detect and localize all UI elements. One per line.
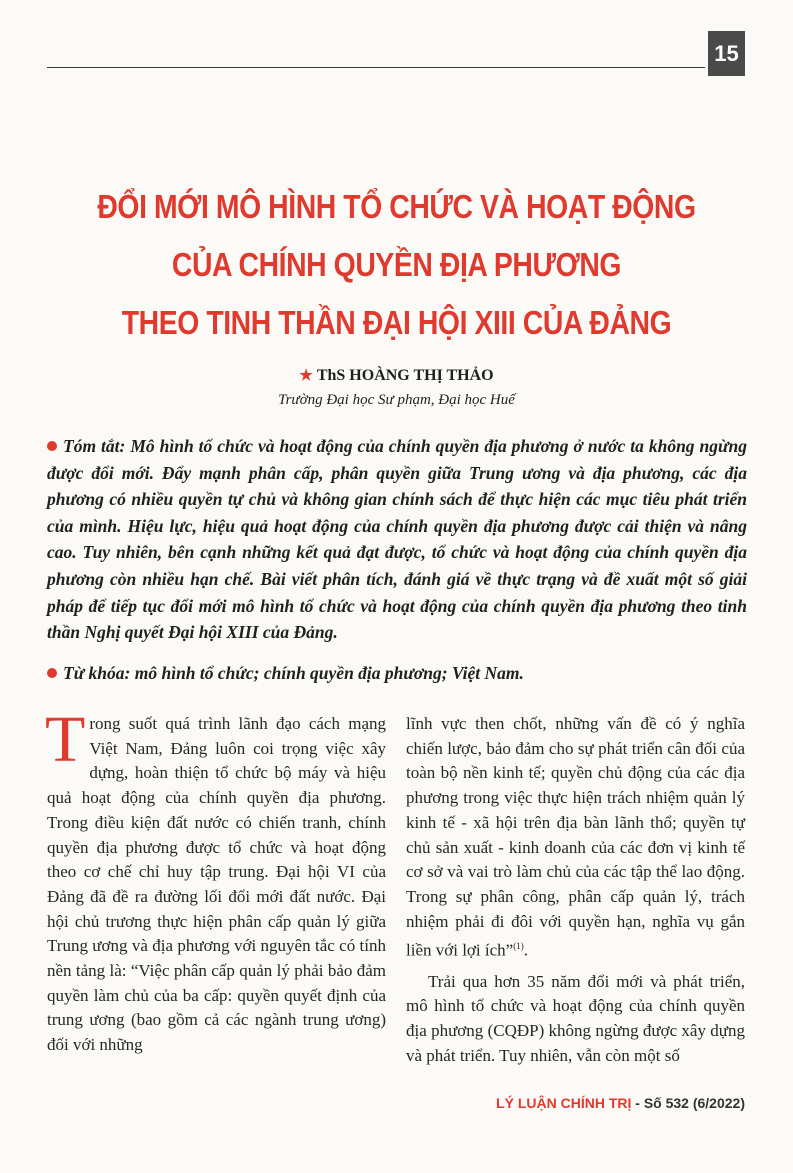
- abstract-text: Tóm tắt: Mô hình tổ chức và hoạt động của chính quyền địa phương ở nước ta không ngừng được đổi mới. Đẩy mạnh phân cấp, phân quyền giữa Trung ương và địa phương, các địa phương có nhiều quyền tự chủ và không gian chính sách để thực hiện các mục tiêu phát triển của mình. Hiệu lực, hiệu quả hoạt động của chính quyền địa phương được cải thiện và nâng cao. Tuy nhiên, bên cạnh những kết quả đạt được, tổ chức và hoạt động của chính quyền địa phương còn nhiều hạn chế. Bài viết phân tích, đánh giá về thực trạng và đề xuất một số giải pháp để tiếp tục đổi mới mô hình tổ chức và hoạt động của chính quyền địa phương theo tinh thần Nghị quyết Đại hội XIII của Đảng.: [47, 436, 747, 643]
- left-column-text: rong suốt quá trình lãnh đạo cách mạng Việt Nam, Đảng luôn coi trọng việc xây dựng, hoàn thiện tổ chức bộ máy và hiệu quả hoạt động của chính quyền địa phương. Trong điều kiện đất nước có chiến tranh, chính quyền địa phương được tổ chức và hoạt động theo cơ chế chỉ huy tập trung. Đại hội VI của Đảng đã đề ra đường lối đổi mới đất nước. Đại hội chủ trương thực hiện phân cấp quản lý giữa Trung ương và địa phương với nguyên tắc có tính nền tảng là: “Việc phân cấp quản lý phải bảo đảm quyền làm chủ của ba cấp: quyền quyết định của trung ương (bao gồm cả các ngành trung ương) đối với những: [47, 714, 386, 1055]
- journal-name: LÝ LUẬN CHÍNH TRỊ: [496, 1095, 632, 1111]
- keywords-text: Từ khóa: mô hình tổ chức; chính quyền địa phương; Việt Nam.: [63, 663, 524, 683]
- body-column-right: [406, 712, 745, 1069]
- right-column-text-1: lĩnh vực then chốt, những vấn đề có ý nghĩa chiến lược, bảo đảm cho sự phát triển cân đối của toàn bộ nền kinh tế; quyền chủ động của các địa phương trong việc thực hiện trách nhiệm quản lý kinh tế - xã hội trên địa bàn lãnh thổ; quyền tự chủ sản xuất - kinh doanh của các đơn vị kinh tế cơ sở và vai trò làm chủ của các tập thể lao động. Trong sự phân công, phân cấp quản lý, trách nhiệm phải đi đôi với quyền hạn, nghĩa vụ gắn liền với lợi ích”: [406, 714, 745, 960]
- body-paragraph: [406, 970, 745, 1069]
- body-paragraph: [45, 703, 386, 1058]
- footnote-ref[interactable]: (1): [513, 941, 524, 952]
- author-affiliation: Trường Đại học Sư phạm, Đại học Huế: [278, 392, 515, 408]
- article-title: [90, 178, 703, 352]
- bullet-icon: [47, 441, 57, 451]
- page-footer: [496, 1095, 745, 1111]
- bullet-icon: [47, 668, 57, 678]
- author-name: ThS HOÀNG THỊ THẢO: [316, 367, 494, 384]
- title-line-2: CỦA CHÍNH QUYỀN ĐỊA PHƯƠNG: [171, 246, 622, 283]
- header-rule: [47, 67, 705, 68]
- keywords: [47, 660, 747, 686]
- title-line-3: THEO TINH THẦN ĐẠI HỘI XIII CỦA ĐẢNG: [121, 304, 672, 341]
- sentence-end: .: [523, 940, 528, 960]
- star-icon: ★: [299, 368, 313, 384]
- right-column-text-2: Trải qua hơn 35 năm đổi mới và phát triển, mô hình tổ chức và hoạt động của chính quyền địa phương (CQĐP) không ngừng được xây dựng và phát triển. Tuy nhiên, vẫn còn một số: [406, 971, 745, 1065]
- page-number: 15: [708, 31, 745, 76]
- title-line-1: ĐỔI MỚI MÔ HÌNH TỔ CHỨC VÀ HOẠT ĐỘNG: [97, 188, 696, 225]
- author-line: [0, 366, 793, 385]
- issue-info: - Số 532 (6/2022): [631, 1095, 745, 1111]
- drop-cap: T: [45, 703, 86, 776]
- body-column-left: [45, 703, 386, 1058]
- abstract: [47, 433, 747, 646]
- body-paragraph: [406, 712, 745, 964]
